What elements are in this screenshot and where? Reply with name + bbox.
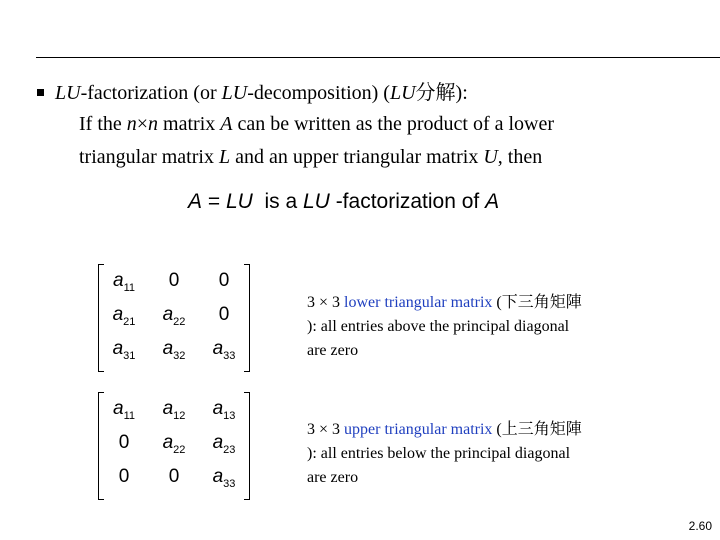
matrix-entry: 0: [218, 270, 230, 291]
matrix-entry: $a_{12}$: [162, 398, 186, 422]
right-bracket: [244, 392, 250, 500]
formula-A: A: [188, 190, 203, 213]
lower-note-chinese: (下三角矩陣: [492, 294, 582, 311]
upper-note-line-2: ): all entries below the principal diagonal: [307, 445, 571, 462]
def-A: A: [220, 113, 233, 135]
formula-lu-label: LU: [303, 190, 330, 213]
lower-matrix-description: [307, 291, 667, 363]
matrix-entry: $a_{32}$: [162, 338, 186, 362]
matrix-entry: $a_{11}$: [113, 270, 135, 294]
formula-A-end: A: [485, 190, 500, 213]
def-n1: n: [126, 113, 137, 135]
bullet-square-icon: [37, 89, 44, 96]
matrix-entry: 0: [168, 466, 180, 487]
def-times: ×: [136, 113, 149, 135]
lower-note-size: 3 × 3: [307, 294, 345, 311]
upper-note-chinese: (上三角矩陣: [492, 421, 582, 438]
def-text-f: , then: [497, 146, 543, 168]
matrix-entry: 0: [118, 466, 130, 487]
heading-text-3: 分解):: [415, 82, 468, 104]
def-U: U: [483, 146, 498, 168]
definition-line-1: [79, 113, 679, 136]
left-bracket: [98, 264, 104, 372]
def-L: L: [218, 146, 231, 168]
heading-lu-2: LU: [221, 82, 248, 104]
heading-lu-3: LU: [389, 82, 416, 104]
title-rule: [36, 57, 720, 58]
matrix-entry: 0: [168, 270, 180, 291]
right-bracket: [244, 264, 250, 372]
lower-note-name: lower triangular matrix: [344, 294, 493, 311]
matrix-entry: $a_{31}$: [112, 338, 136, 362]
matrix-entry: $a_{23}$: [212, 432, 236, 456]
heading-lu-1: LU: [55, 82, 81, 104]
upper-note-size: 3 × 3: [307, 421, 345, 438]
matrix-entry: $a_{33}$: [212, 338, 236, 362]
def-text-c: can be written as the product of a lower: [232, 113, 555, 135]
matrix-entry: 0: [218, 304, 230, 325]
lower-note-line-2: ): all entries above the principal diagonal: [307, 318, 570, 335]
def-text-d: triangular matrix: [79, 146, 219, 168]
lu-formula: [188, 190, 499, 214]
definition-line-2: [79, 146, 679, 169]
matrix-entry: 0: [118, 432, 130, 453]
def-text-b: matrix: [158, 113, 221, 135]
matrix-entry: $a_{22}$: [162, 432, 186, 456]
formula-factorization-text: -factorization of: [329, 190, 486, 213]
def-text-a: If the: [79, 113, 127, 135]
formula-LU: LU: [225, 190, 253, 213]
matrix-entry: $a_{13}$: [212, 398, 236, 422]
def-n2: n: [148, 113, 159, 135]
heading-text-2: -decomposition) (: [247, 82, 390, 104]
upper-matrix-description: [307, 418, 667, 490]
lower-triangular-matrix: [98, 264, 250, 372]
upper-note-name: upper triangular matrix: [344, 421, 493, 438]
upper-triangular-matrix: [98, 392, 250, 500]
def-text-e: and an upper triangular matrix: [230, 146, 484, 168]
formula-is-a: is a: [252, 190, 303, 213]
matrix-entry: $a_{22}$: [162, 304, 186, 328]
matrix-entry: $a_{11}$: [113, 398, 135, 422]
matrix-entry: $a_{33}$: [212, 466, 236, 490]
formula-equals: =: [202, 190, 226, 213]
left-bracket: [98, 392, 104, 500]
page-number: 2.60: [688, 519, 712, 533]
upper-note-line-3: are zero: [307, 469, 359, 486]
slide-heading: [55, 76, 468, 105]
lower-note-line-3: are zero: [307, 342, 359, 359]
heading-text-1: -factorization (or: [80, 82, 222, 104]
matrix-entry: $a_{21}$: [112, 304, 136, 328]
